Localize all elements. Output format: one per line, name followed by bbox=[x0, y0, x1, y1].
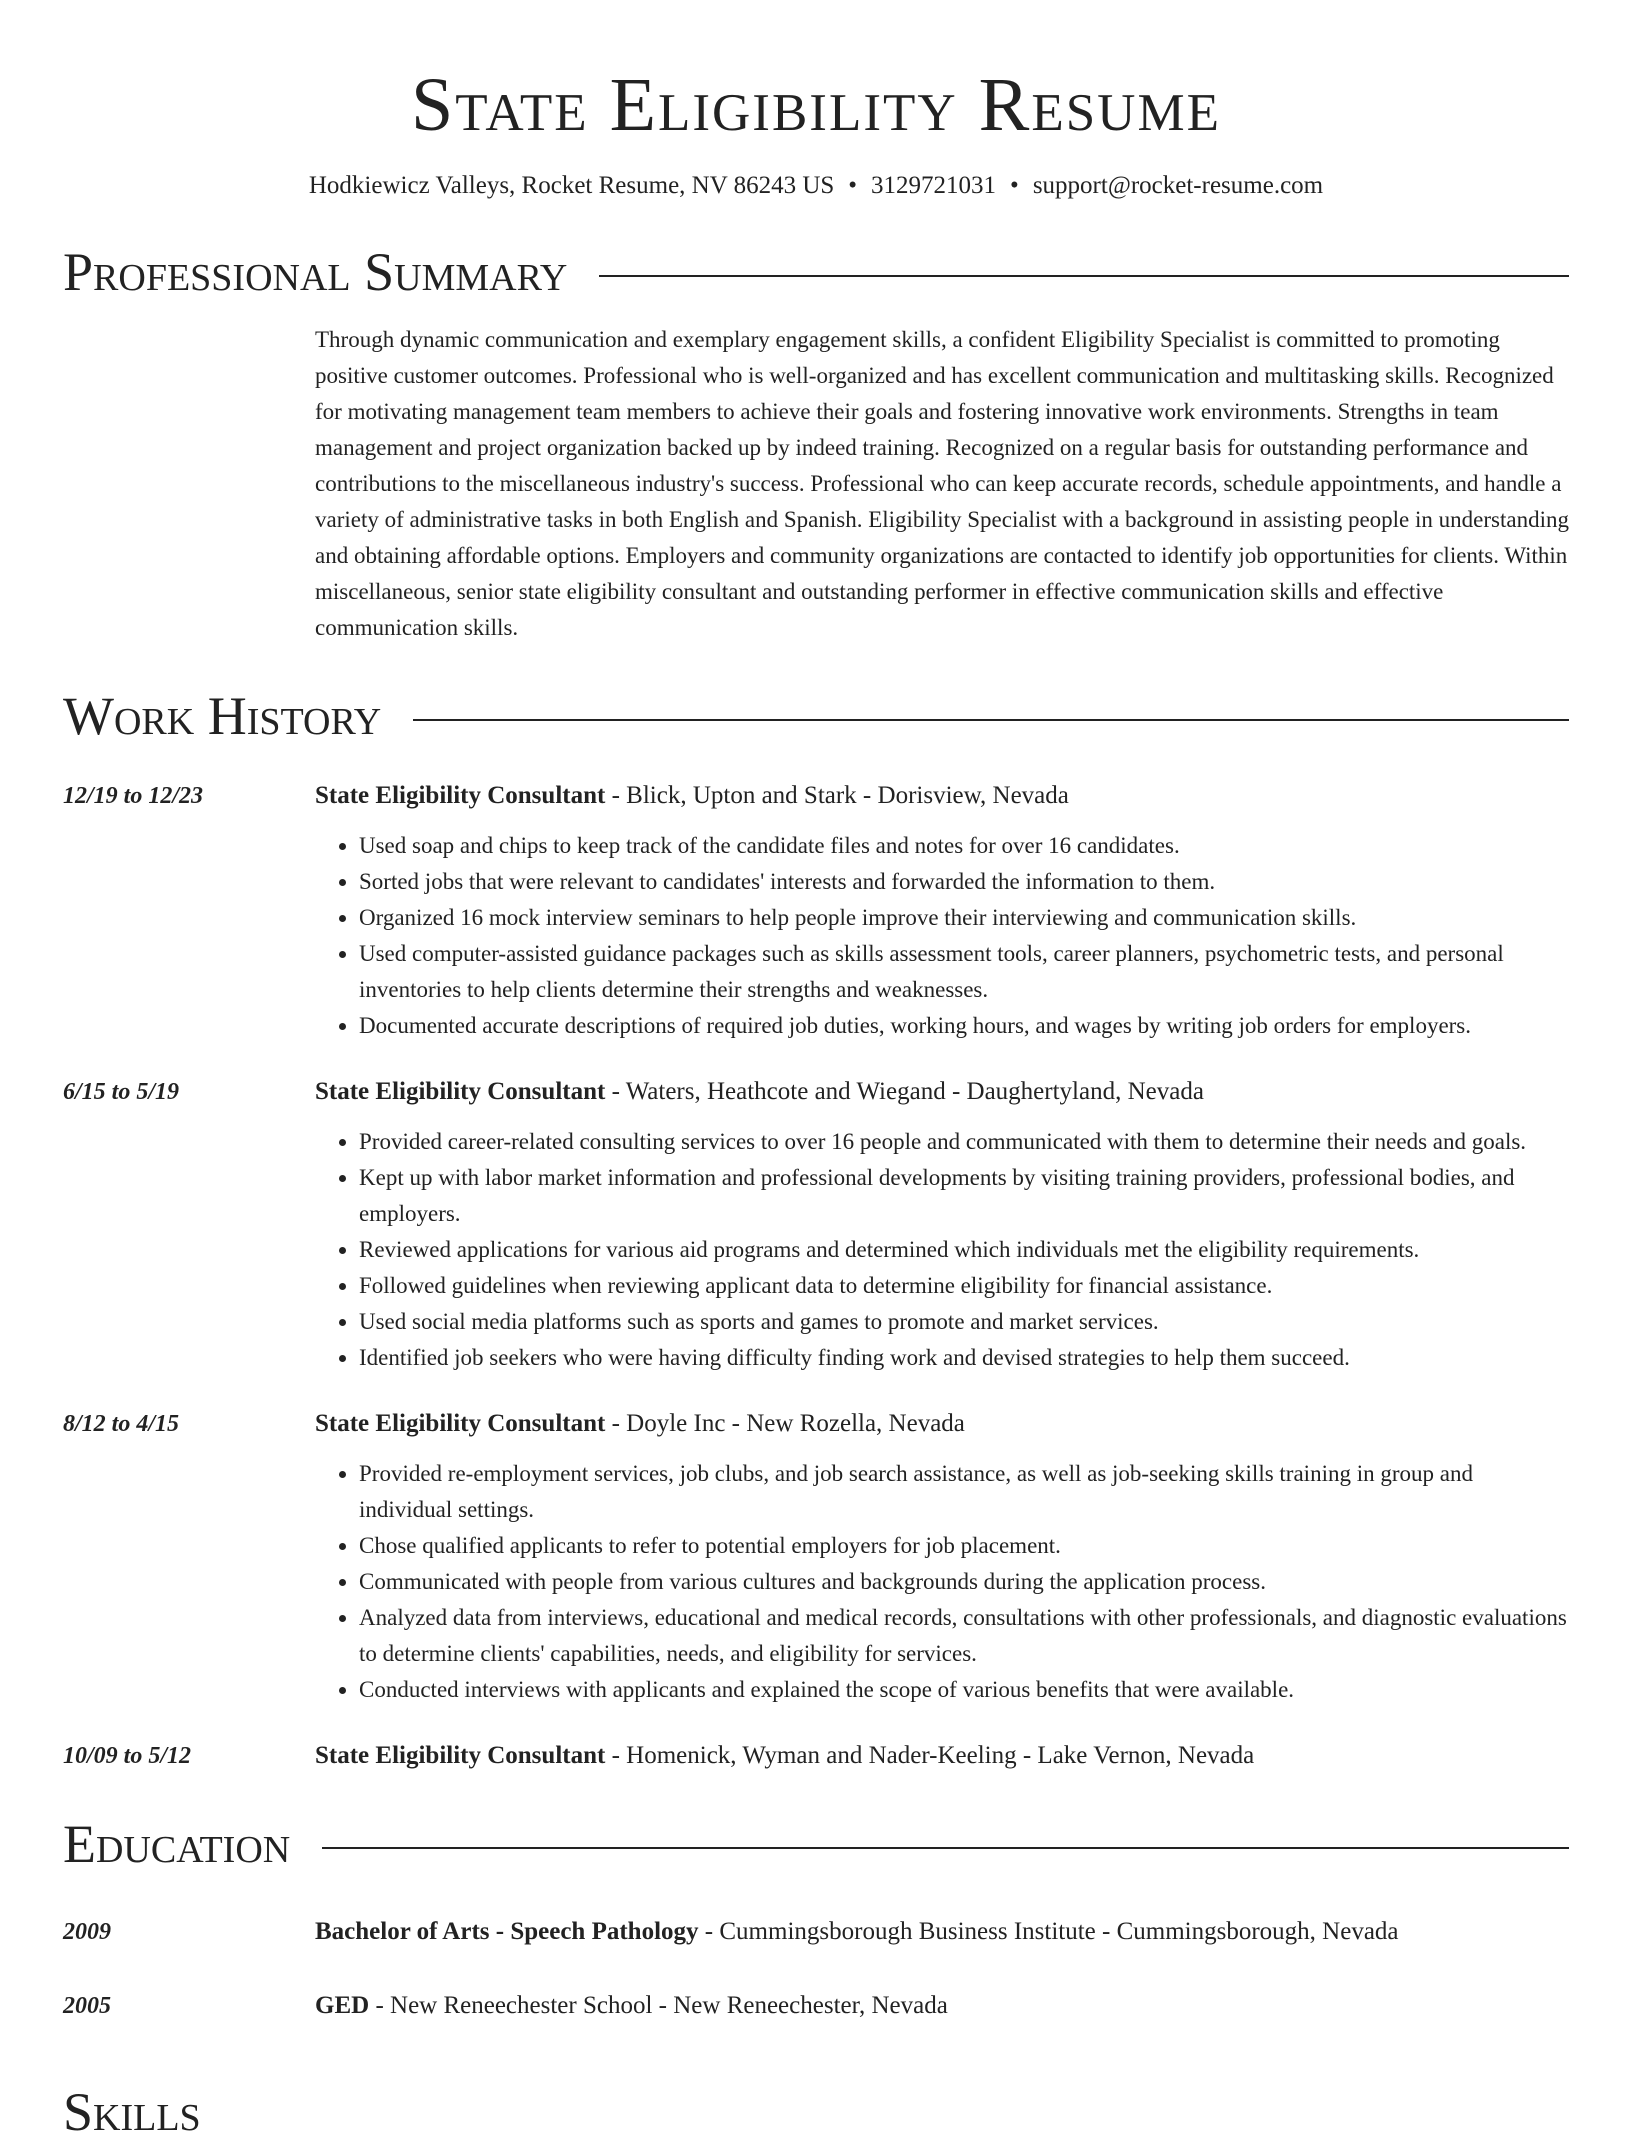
job-duty-item: • Kept up with labor market information and professional developments by visiting training providers, professional bodies, and employers. bbox=[359, 1160, 1569, 1232]
job-dates: 10/09 to 5/12 bbox=[63, 1743, 192, 1769]
job-dates: 12/19 to 12/23 bbox=[63, 783, 204, 809]
summary-section-title: Professional Summary bbox=[63, 242, 568, 302]
job-role: State Eligibility Consultant bbox=[315, 1078, 606, 1105]
job-role: State Eligibility Consultant bbox=[315, 1410, 606, 1437]
job-duty-item: • Chose qualified applicants to refer to potential employers for job placement. bbox=[359, 1528, 1569, 1564]
job-headline bbox=[315, 1738, 1569, 1774]
job-employer-location: - Homenick, Wyman and Nader-Keeling - Lake Vernon, Nevada bbox=[605, 1742, 1255, 1769]
contact-line bbox=[63, 170, 1569, 202]
education-entry bbox=[63, 1988, 1569, 2024]
education-details bbox=[315, 1914, 1569, 1950]
job-duties-list bbox=[315, 1456, 1569, 1708]
job-dates: 8/12 to 4/15 bbox=[63, 1411, 180, 1437]
education-degree: GED bbox=[315, 1992, 370, 2019]
resume-title: State Eligibility Resume bbox=[411, 63, 1221, 147]
skills-section-title: Skills bbox=[63, 2082, 201, 2142]
summary-text: Through dynamic communication and exemplary engagement skills, a confident Eligibility Specialist is committed to promoting positive customer outcomes. Professional who is well-organized and has excellent communication and multitasking skills. Recognized for motivating management team members to achieve their goals and fostering innovative work environments. Strengths in team management and project organization backed up by indeed training. Recognized on a regular basis for outstanding performance and contributions to the miscellaneous industry's success. Professional who can keep accurate records, schedule appointments, and handle a variety of administrative tasks in both English and Spanish. Eligibility Specialist with a background in assisting people in understanding and obtaining affordable options. Employers and community organizations are contacted to identify job opportunities for clients. Within miscellaneous, senior state eligibility consultant and outstanding performer in effective communication skills and effective communication skills. bbox=[315, 327, 1569, 640]
job-duty-item: • Provided career-related consulting services to over 16 people and communicated with them to determine their needs and goals. bbox=[359, 1124, 1569, 1160]
contact-address: Hodkiewicz Valleys, Rocket Resume, NV 86243 US bbox=[308, 172, 835, 199]
job-duties-list bbox=[315, 828, 1569, 1044]
job-duty-item: • Used social media platforms such as sports and games to promote and market services. bbox=[359, 1304, 1569, 1340]
education-school-location: - New Reneechester School - New Reneechester, Nevada bbox=[369, 1992, 948, 2019]
education-degree: Bachelor of Arts - Speech Pathology bbox=[315, 1918, 699, 1945]
job-entry bbox=[63, 1406, 1569, 1708]
education-year: 2009 bbox=[63, 1919, 111, 1945]
education-section-header bbox=[63, 1812, 1569, 1876]
education-entry bbox=[63, 1914, 1569, 1950]
job-duty-item: • Followed guidelines when reviewing applicant data to determine eligibility for financial assistance. bbox=[359, 1268, 1569, 1304]
summary-section-header bbox=[63, 240, 1569, 304]
job-duty-item: • Communicated with people from various cultures and backgrounds during the application process. bbox=[359, 1564, 1569, 1600]
job-details bbox=[315, 1738, 1569, 1774]
job-duty-item: • Organized 16 mock interview seminars to help people improve their interviewing and communication skills. bbox=[359, 900, 1569, 936]
job-details bbox=[315, 778, 1569, 1044]
job-duty-item: • Used computer-assisted guidance packages such as skills assessment tools, career planners, psychometric tests, and personal inventories to help clients determine their strengths and weaknesses. bbox=[359, 936, 1569, 1008]
job-details bbox=[315, 1074, 1569, 1376]
job-duty-item: • Identified job seekers who were having difficulty finding work and devised strategies to help them succeed. bbox=[359, 1340, 1569, 1376]
job-role: State Eligibility Consultant bbox=[315, 782, 606, 809]
job-duty-item: • Documented accurate descriptions of required job duties, working hours, and wages by writing job orders for employers. bbox=[359, 1008, 1569, 1044]
job-headline bbox=[315, 778, 1569, 814]
education-section-title: Education bbox=[63, 1814, 291, 1874]
job-duty-item: • Analyzed data from interviews, educational and medical records, consultations with other professionals, and diagnostic evaluations to determine clients' capabilities, needs, and eligibility for services. bbox=[359, 1600, 1569, 1672]
work-history-list bbox=[63, 778, 1569, 1774]
section-divider bbox=[599, 275, 1569, 277]
job-duty-item: • Reviewed applications for various aid programs and determined which individuals met the eligibility requirements. bbox=[359, 1232, 1569, 1268]
work-section-header bbox=[63, 684, 1569, 748]
job-duty-item: • Used soap and chips to keep track of the candidate files and notes for over 16 candidates. bbox=[359, 828, 1569, 864]
job-headline bbox=[315, 1074, 1569, 1110]
education-year: 2005 bbox=[63, 1993, 111, 2019]
contact-separator: • bbox=[848, 172, 858, 199]
work-section-title: Work History bbox=[63, 686, 382, 746]
job-entry bbox=[63, 1738, 1569, 1774]
education-school-location: - Cummingsborough Business Institute - Cummingsborough, Nevada bbox=[698, 1918, 1399, 1945]
job-employer-location: - Doyle Inc - New Rozella, Nevada bbox=[605, 1410, 965, 1437]
job-headline bbox=[315, 1406, 1569, 1442]
contact-phone: 3129721031 bbox=[871, 172, 997, 199]
education-details bbox=[315, 1988, 1569, 2024]
section-divider bbox=[322, 1847, 1569, 1849]
job-dates: 6/15 to 5/19 bbox=[63, 1079, 180, 1105]
section-divider bbox=[413, 719, 1569, 721]
job-duty-item: • Conducted interviews with applicants and explained the scope of various benefits that were available. bbox=[359, 1672, 1569, 1708]
contact-email: support@rocket-resume.com bbox=[1032, 172, 1324, 199]
job-entry bbox=[63, 778, 1569, 1044]
job-entry bbox=[63, 1074, 1569, 1376]
job-duties-list bbox=[315, 1124, 1569, 1376]
contact-separator: • bbox=[1010, 172, 1019, 199]
job-role: State Eligibility Consultant bbox=[315, 1742, 606, 1769]
job-employer-location: - Blick, Upton and Stark - Dorisview, Nevada bbox=[605, 782, 1069, 809]
education-list bbox=[63, 1914, 1569, 2024]
job-details bbox=[315, 1406, 1569, 1708]
job-employer-location: - Waters, Heathcote and Wiegand - Daughertyland, Nevada bbox=[605, 1078, 1204, 1105]
job-duty-item: • Sorted jobs that were relevant to candidates' interests and forwarded the information to them. bbox=[359, 864, 1569, 900]
job-duty-item: • Provided re-employment services, job clubs, and job search assistance, as well as job-seeking skills training in group and individual settings. bbox=[359, 1456, 1569, 1528]
